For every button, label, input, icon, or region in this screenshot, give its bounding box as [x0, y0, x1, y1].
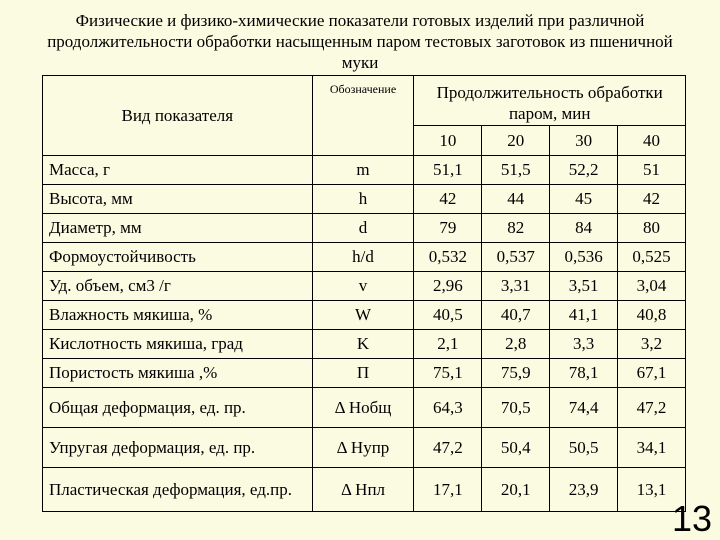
row-value: 40,8 — [618, 301, 686, 330]
row-value: 50,4 — [482, 428, 550, 468]
row-value: 17,1 — [414, 468, 482, 512]
table-row — [43, 272, 686, 301]
row-value: 0,537 — [482, 243, 550, 272]
header-minutes-30: 30 — [550, 126, 618, 156]
page-title: Физические и физико-химические показатели готовых изделий при различной продолжительности обработки насыщенным паром тестовых заготовок из пшеничной муки — [47, 11, 673, 72]
row-value: 79 — [414, 214, 482, 243]
row-symbol: Δ Нупр — [312, 428, 414, 468]
row-value: 64,3 — [414, 388, 482, 428]
row-value: 34,1 — [618, 428, 686, 468]
header-indicator: Вид показателя — [43, 76, 313, 156]
row-value: 70,5 — [482, 388, 550, 428]
row-value: 75,9 — [482, 359, 550, 388]
indicators-table — [42, 75, 686, 512]
row-symbol: W — [312, 301, 414, 330]
row-value: 2,96 — [414, 272, 482, 301]
table-row — [43, 330, 686, 359]
row-symbol: m — [312, 156, 414, 185]
header-minutes-20: 20 — [482, 126, 550, 156]
table-row — [43, 301, 686, 330]
page-number: 13 — [672, 498, 713, 539]
row-value: 3,51 — [550, 272, 618, 301]
row-value: 47,2 — [414, 428, 482, 468]
row-value: 67,1 — [618, 359, 686, 388]
row-value: 52,2 — [550, 156, 618, 185]
row-value: 0,536 — [550, 243, 618, 272]
row-value: 2,1 — [414, 330, 482, 359]
row-value: 3,3 — [550, 330, 618, 359]
row-value: 20,1 — [482, 468, 550, 512]
header-minutes-10: 10 — [414, 126, 482, 156]
row-value: 84 — [550, 214, 618, 243]
row-value: 40,5 — [414, 301, 482, 330]
table-row — [43, 185, 686, 214]
row-value: 3,31 — [482, 272, 550, 301]
row-name: Упругая деформация, ед. пр. — [43, 428, 313, 468]
table-row — [43, 388, 686, 428]
row-value: 47,2 — [618, 388, 686, 428]
row-name: Масса, г — [43, 156, 313, 185]
row-value: 51,5 — [482, 156, 550, 185]
row-symbol: h/d — [312, 243, 414, 272]
row-name: Уд. объем, см3 /г — [43, 272, 313, 301]
header-duration: Продолжительность обработки паром, мин — [414, 76, 686, 126]
row-value: 50,5 — [550, 428, 618, 468]
header-designation: Обозначение — [312, 76, 414, 156]
table-row — [43, 359, 686, 388]
row-value: 82 — [482, 214, 550, 243]
row-value: 74,4 — [550, 388, 618, 428]
row-name: Кислотность мякиша, град — [43, 330, 313, 359]
row-name: Высота, мм — [43, 185, 313, 214]
row-name: Пористость мякиша ,% — [43, 359, 313, 388]
table-row — [43, 243, 686, 272]
row-symbol: v — [312, 272, 414, 301]
row-value: 42 — [414, 185, 482, 214]
row-value: 0,525 — [618, 243, 686, 272]
row-symbol: П — [312, 359, 414, 388]
row-value: 0,532 — [414, 243, 482, 272]
row-value: 41,1 — [550, 301, 618, 330]
row-value: 44 — [482, 185, 550, 214]
row-value: 3,04 — [618, 272, 686, 301]
table-row — [43, 156, 686, 185]
row-value: 23,9 — [550, 468, 618, 512]
row-value: 3,2 — [618, 330, 686, 359]
row-name: Общая деформация, ед. пр. — [43, 388, 313, 428]
row-value: 42 — [618, 185, 686, 214]
row-value: 45 — [550, 185, 618, 214]
row-value: 2,8 — [482, 330, 550, 359]
row-value: 51,1 — [414, 156, 482, 185]
table-row — [43, 468, 686, 512]
row-value: 80 — [618, 214, 686, 243]
row-symbol: h — [312, 185, 414, 214]
row-symbol: Δ Нпл — [312, 468, 414, 512]
row-value: 78,1 — [550, 359, 618, 388]
row-symbol: Δ Нобщ — [312, 388, 414, 428]
table-row — [43, 428, 686, 468]
table-row — [43, 214, 686, 243]
row-value: 40,7 — [482, 301, 550, 330]
row-symbol: d — [312, 214, 414, 243]
row-symbol: K — [312, 330, 414, 359]
row-name: Влажность мякиша, % — [43, 301, 313, 330]
row-value: 13,1 — [618, 468, 686, 512]
row-name: Пластическая деформация, ед.пр. — [43, 468, 313, 512]
row-name: Диаметр, мм — [43, 214, 313, 243]
row-value: 51 — [618, 156, 686, 185]
header-minutes-40: 40 — [618, 126, 686, 156]
row-name: Формоустойчивость — [43, 243, 313, 272]
row-value: 75,1 — [414, 359, 482, 388]
